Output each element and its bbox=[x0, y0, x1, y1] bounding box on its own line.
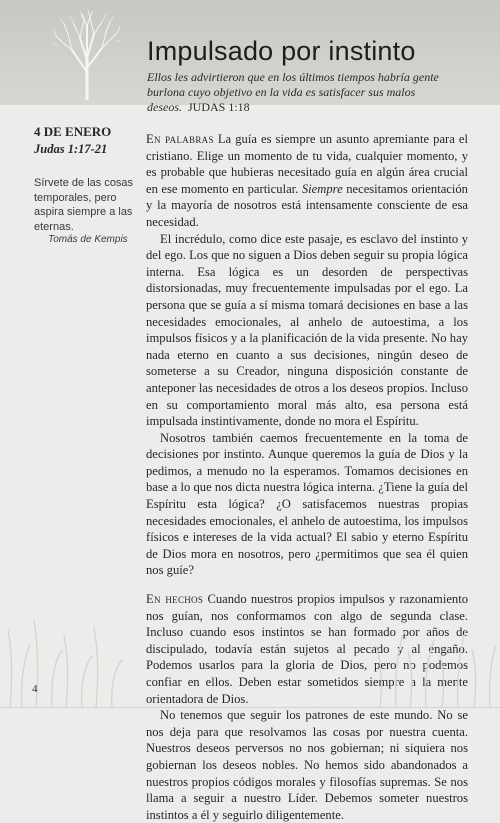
paragraph: Nosotros también caemos frecuentemente en la toma de decisiones por instinto. Aunque queremos la guía de Dios y la pedimos, a menudo no la esperamos. Tomamos decisiones en base a lo que nos dicta nuestra lógica interna. ¿Tiene la guía del Espíritu esta lógica? ¿O satisfacemos nuestras propias necesidades emocionales, el anhelo de autoestima, los impulsos físicos e intereses de la vida actual? El sabio y eterno Espíritu de Dios mora en nosotros, pero ¿permitimos que sea él quien nos guíe? bbox=[146, 430, 468, 578]
quote-author: Tomás de Kempis bbox=[48, 234, 128, 245]
section-lead-words: En palabras bbox=[146, 132, 214, 146]
page-number: 4 bbox=[32, 683, 38, 695]
paragraph: En palabras La guía es siempre un asunto apremiante para el cristiano. Elige un momento de tu vida, cualquier momento, y es probable que hubieras necesitado guía en algún área crucial en ese momento en particular. Siempre necesitamos orientación y la mayoría de nosotros está intensamente consciente de esa necesidad. bbox=[146, 132, 469, 229]
main-text bbox=[146, 131, 468, 823]
bare-tree-icon bbox=[52, 8, 122, 100]
emphasis: Siempre bbox=[301, 181, 343, 196]
sidebar-quote: Sírvete de las cosas temporales, pero aspira siempre a las eternas. bbox=[34, 177, 134, 233]
scripture-passage: Judas 1:17-21 bbox=[34, 142, 108, 156]
paragraph: No tenemos que seguir los patrones de este mundo. No se nos deja para que resolvamos las cosas por nuestra cuenta. Nuestros deseos perversos no nos gobiernan; ni siquiera nos gobiernan los deseos nobles. No hemos sido abandonados a nuestros propios códigos morales y filosofías supremas. Se nos llama a seguir a nuestro Líder. Debemos someter nuestros instintos a él y seguirlo diligentemente. bbox=[146, 708, 468, 822]
sidebar bbox=[34, 124, 138, 245]
paragraph: En hechos Cuando nuestros propios impulsos y razonamiento nos guían, nos conformamos con algo de segunda clase. Incluso cuando esos instintos se han formado por años de discipulado, todavía están sujetos al pecado y al engaño. Podemos usarlos para la gloria de Dios, pero no podemos confiar en ellos. Deben estar sometidos siempre a la mente orientadora de Dios. bbox=[146, 592, 468, 706]
date-heading: 4 DE ENERO bbox=[34, 124, 112, 139]
epigraph-reference: JUDAS 1:18 bbox=[188, 100, 250, 114]
paragraph: El incrédulo, como dice este pasaje, es esclavo del instinto y del ego. Los que no siguen a Dios deben seguir su propia lógica interna. Esa lógica es un desorden de perspectivas distorsionadas, muy frecuentemente impulsadas por el ego. La persona que se guía a sí misma tomará decisiones en base a las necesidades emocionales, al anhelo de autoestima, a los impulsos físicos y a la planificación de la vida presente. No hay nada eterno en cuanto a sus decisiones, ningún deseo de someterse a su Creador, ninguna disposición constante de anteponer las necesidades de otros a los deseos propios. Incluso en su comportamiento moral más alto, esa persona está impulsada instintivamente, donde no mora el Espíritu. bbox=[146, 231, 468, 429]
epigraph bbox=[147, 70, 477, 115]
page-title: Impulsado por instinto bbox=[147, 36, 416, 66]
header-band bbox=[0, 0, 500, 114]
section-lead-deeds: En hechos bbox=[146, 592, 204, 607]
epigraph-text: Ellos les advirtieron que en los últimos tiempos habría gente burlona cuyo objetivo en la vida es satisfacer sus malos deseos. bbox=[147, 70, 439, 114]
